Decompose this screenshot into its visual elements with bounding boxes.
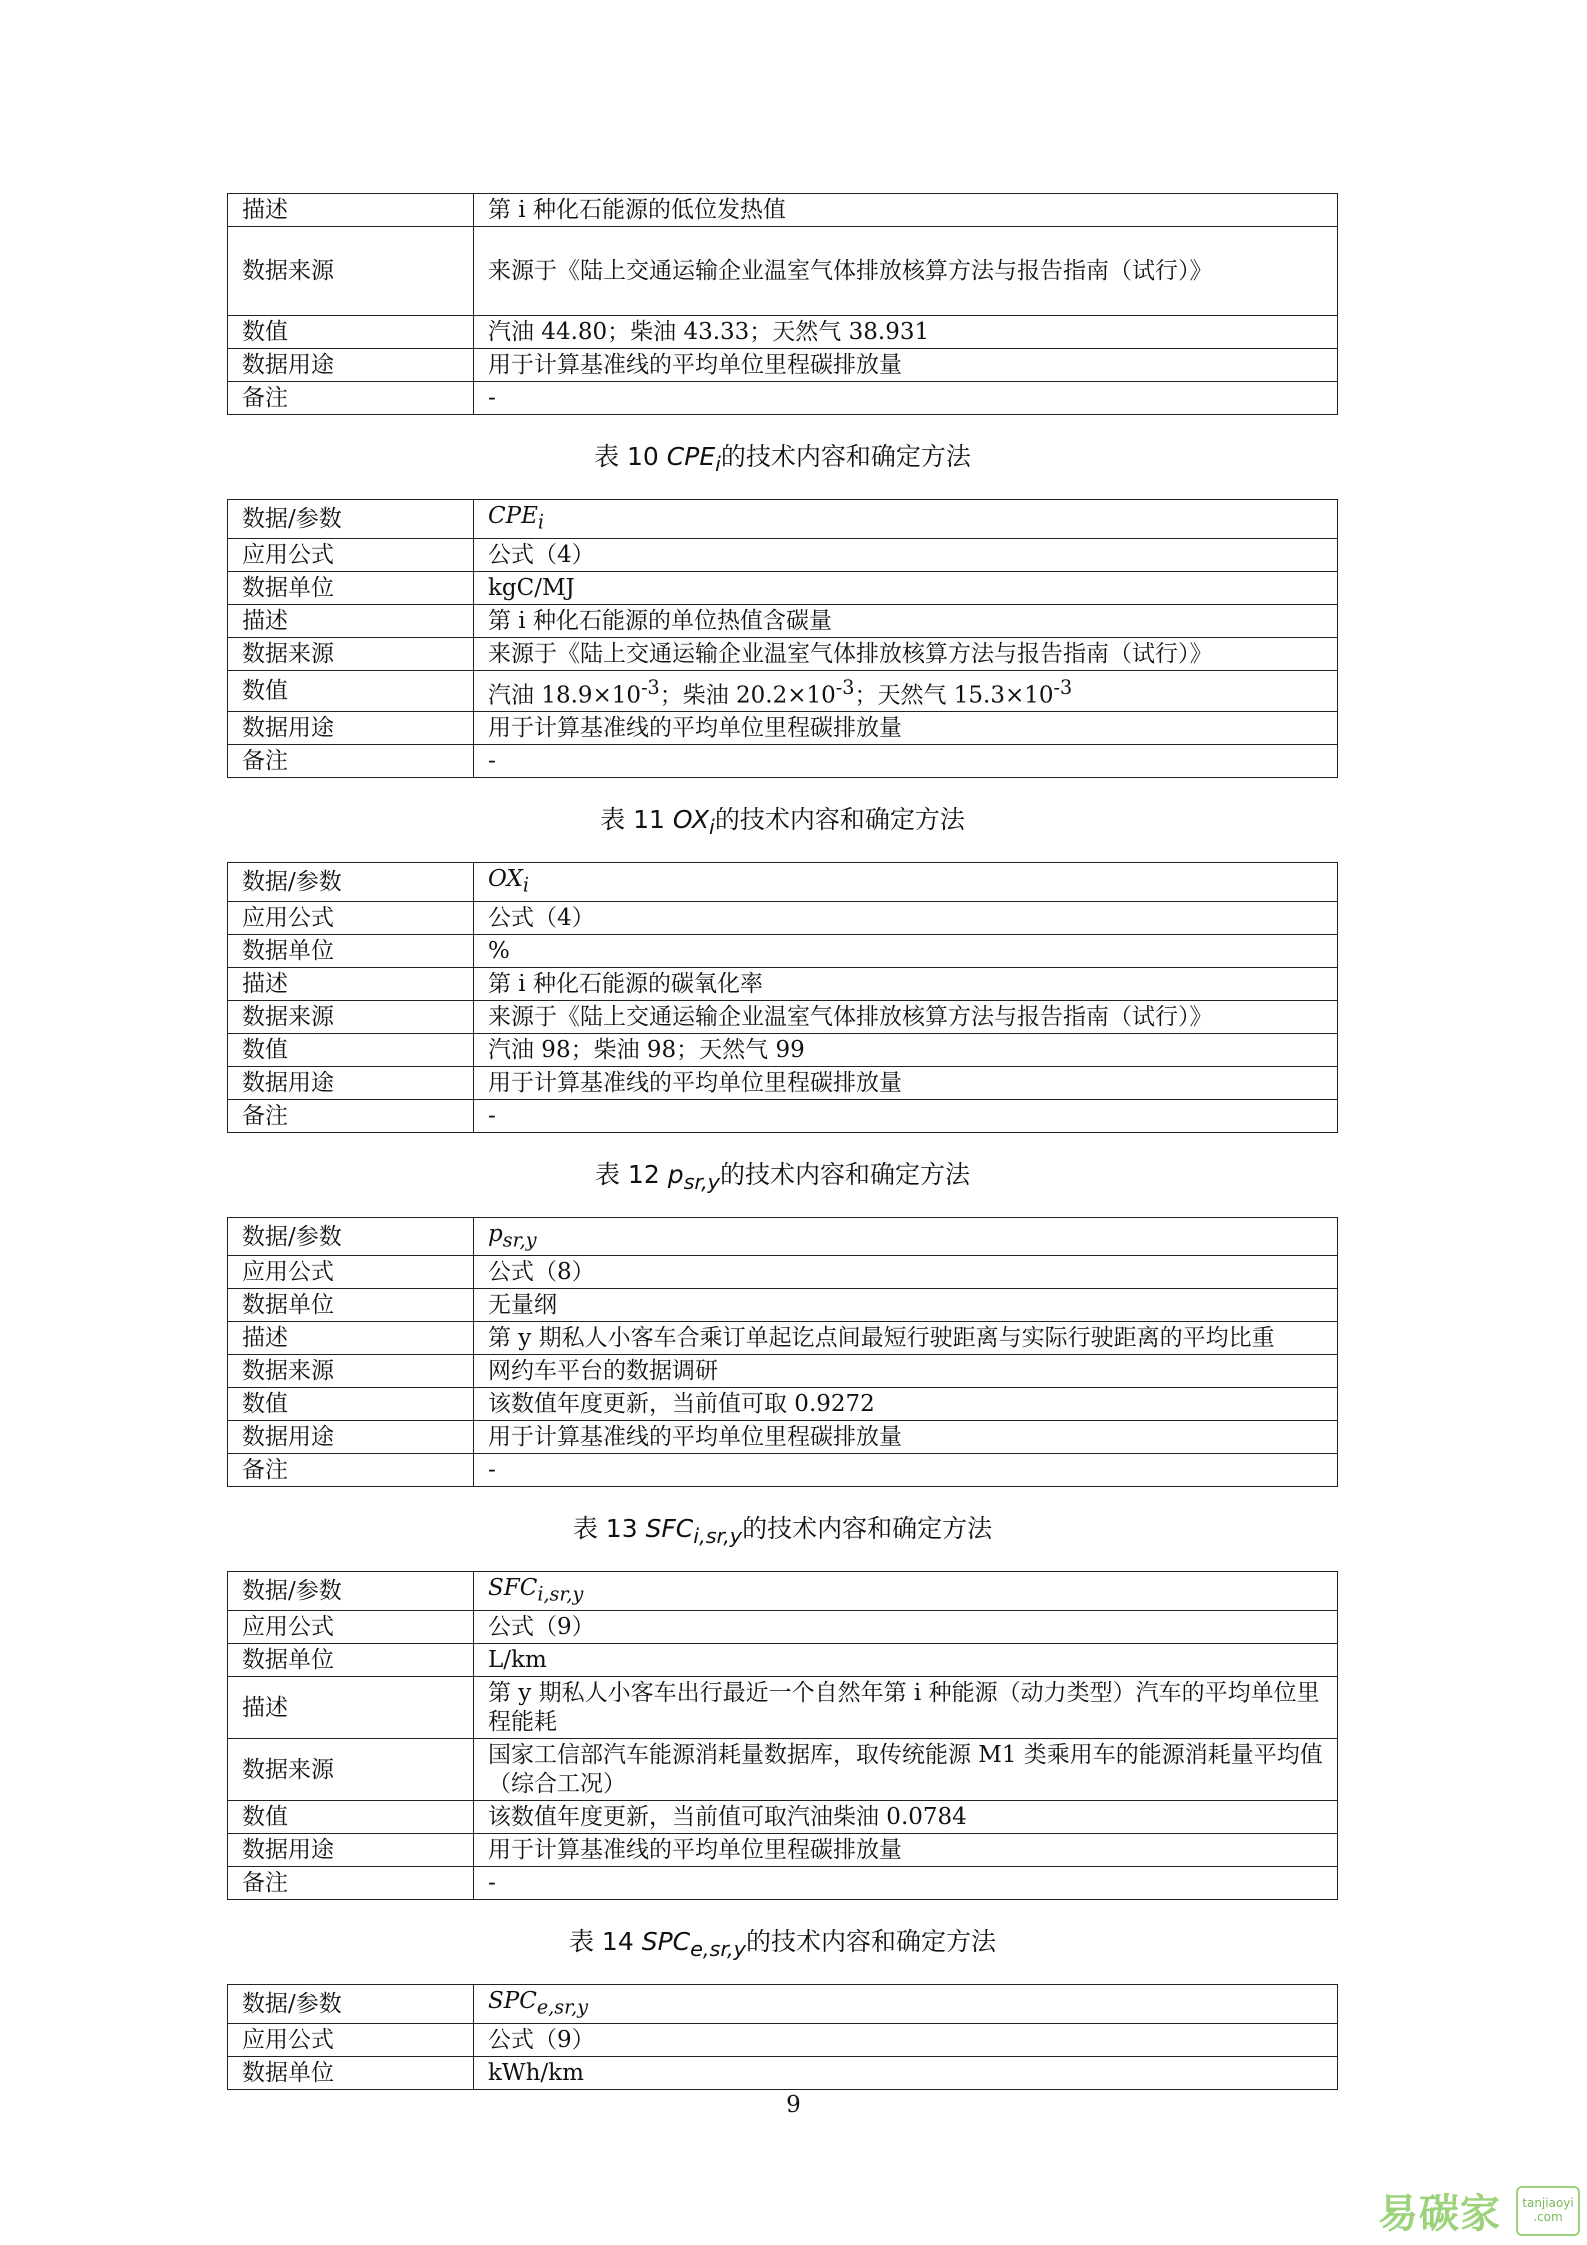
table-row xyxy=(228,2056,1338,2089)
table-row xyxy=(228,712,1338,745)
row-value: 汽油 $18.9\times 10^{-3}$；柴油 $20.2\times 10^{-3}$；天然气 $15.3\times 10^{-3}$ xyxy=(474,670,1338,712)
row-key: 描述 xyxy=(228,194,474,227)
row-key: 数据单位 xyxy=(228,1644,474,1677)
table-row xyxy=(228,1677,1338,1739)
row-key: 数据/参数 xyxy=(228,1572,474,1611)
table-row xyxy=(228,1388,1338,1421)
row-value: 公式（9） xyxy=(474,1611,1338,1644)
table-14 xyxy=(227,1984,1338,2090)
row-value: - xyxy=(474,1454,1338,1487)
row-value: 公式（8） xyxy=(474,1256,1338,1289)
table-row xyxy=(228,500,1338,539)
table-9-continued xyxy=(227,193,1338,415)
row-key: 描述 xyxy=(228,1677,474,1739)
table-12 xyxy=(227,1217,1338,1488)
row-value: 国家工信部汽车能源消耗量数据库，取传统能源 M1 类乘用车的能源消耗量平均值（综合工况） xyxy=(474,1739,1338,1801)
row-key: 数据用途 xyxy=(228,1421,474,1454)
row-key: 应用公式 xyxy=(228,1256,474,1289)
row-value: 用于计算基准线的平均单位里程碳排放量 xyxy=(474,1834,1338,1867)
table-11 xyxy=(227,862,1338,1133)
row-key: 数据来源 xyxy=(228,227,474,316)
table-row xyxy=(228,1421,1338,1454)
row-value: 用于计算基准线的平均单位里程碳排放量 xyxy=(474,349,1338,382)
table-row xyxy=(228,571,1338,604)
row-key: 应用公式 xyxy=(228,901,474,934)
table-row xyxy=(228,863,1338,902)
table-row xyxy=(228,1644,1338,1677)
table-row xyxy=(228,1985,1338,2024)
row-key: 备注 xyxy=(228,382,474,415)
table-row xyxy=(228,1834,1338,1867)
row-key: 备注 xyxy=(228,1454,474,1487)
table-row xyxy=(228,349,1338,382)
row-value: $OX_i$ xyxy=(474,863,1338,902)
row-key: 数据用途 xyxy=(228,712,474,745)
row-value: 公式（4） xyxy=(474,901,1338,934)
row-value: $CPE_i$ xyxy=(474,500,1338,539)
table-row xyxy=(228,604,1338,637)
row-value: $SFC_{i,sr,y}$ xyxy=(474,1572,1338,1611)
table-row xyxy=(228,1256,1338,1289)
row-value: % xyxy=(474,934,1338,967)
row-key: 数值 xyxy=(228,1388,474,1421)
row-key: 数据单位 xyxy=(228,2056,474,2089)
row-key: 数值 xyxy=(228,316,474,349)
table-row xyxy=(228,2023,1338,2056)
table-row xyxy=(228,1033,1338,1066)
row-value: 用于计算基准线的平均单位里程碳排放量 xyxy=(474,1421,1338,1454)
row-key: 备注 xyxy=(228,1099,474,1132)
table-row xyxy=(228,1066,1338,1099)
row-value: - xyxy=(474,745,1338,778)
row-value: 第 y 期私人小客车合乘订单起讫点间最短行驶距离与实际行驶距离的平均比重 xyxy=(474,1322,1338,1355)
row-value: 汽油 44.80；柴油 43.33；天然气 38.931 xyxy=(474,316,1338,349)
row-value: 来源于《陆上交通运输企业温室气体排放核算方法与报告指南（试行）》 xyxy=(474,1000,1338,1033)
table-10 xyxy=(227,499,1338,778)
table-row xyxy=(228,194,1338,227)
page-number: 9 xyxy=(786,2092,801,2118)
table-row xyxy=(228,745,1338,778)
watermark-logo xyxy=(1378,2178,1578,2238)
row-key: 数据/参数 xyxy=(228,1985,474,2024)
row-value: L/km xyxy=(474,1644,1338,1677)
table-row xyxy=(228,637,1338,670)
table-row xyxy=(228,1739,1338,1801)
table-12-caption: 表 12 $p_{sr,y}$的技术内容和确定方法 xyxy=(594,1159,971,1194)
row-value: 第 i 种化石能源的低位发热值 xyxy=(474,194,1338,227)
watermark-badge: tanjiaoyi .com xyxy=(1516,2186,1580,2236)
row-key: 数据用途 xyxy=(228,1066,474,1099)
row-key: 数据单位 xyxy=(228,571,474,604)
table-row xyxy=(228,1355,1338,1388)
row-key: 数据来源 xyxy=(228,1739,474,1801)
table-row xyxy=(228,1801,1338,1834)
row-value: 来源于《陆上交通运输企业温室气体排放核算方法与报告指南（试行）》 xyxy=(474,227,1338,316)
row-value: 用于计算基准线的平均单位里程碳排放量 xyxy=(474,1066,1338,1099)
table-row xyxy=(228,1454,1338,1487)
table-row xyxy=(228,1322,1338,1355)
table-row xyxy=(228,934,1338,967)
row-value: 第 i 种化石能源的单位热值含碳量 xyxy=(474,604,1338,637)
row-key: 数值 xyxy=(228,1033,474,1066)
row-value: - xyxy=(474,382,1338,415)
table-row xyxy=(228,1572,1338,1611)
watermark-text: 易碳家 xyxy=(1378,2191,1501,2237)
row-value: 该数值年度更新，当前值可取汽油柴油 0.0784 xyxy=(474,1801,1338,1834)
table-row xyxy=(228,382,1338,415)
table-10-caption: 表 10 $CPE_i$的技术内容和确定方法 xyxy=(594,442,971,476)
row-value: - xyxy=(474,1099,1338,1132)
row-value: 用于计算基准线的平均单位里程碳排放量 xyxy=(474,712,1338,745)
row-key: 数据/参数 xyxy=(228,500,474,539)
row-value: kgC/MJ xyxy=(474,571,1338,604)
table-row xyxy=(228,1289,1338,1322)
row-key: 备注 xyxy=(228,745,474,778)
row-key: 数据单位 xyxy=(228,1289,474,1322)
row-value: 第 y 期私人小客车出行最近一个自然年第 i 种能源（动力类型）汽车的平均单位里程能耗 xyxy=(474,1677,1338,1739)
row-key: 数据用途 xyxy=(228,1834,474,1867)
table-13 xyxy=(227,1571,1338,1900)
row-key: 数据/参数 xyxy=(228,1217,474,1256)
row-value: 公式（9） xyxy=(474,2023,1338,2056)
page-content xyxy=(227,193,1338,2090)
row-value: 网约车平台的数据调研 xyxy=(474,1355,1338,1388)
row-value: 汽油 98；柴油 98；天然气 99 xyxy=(474,1033,1338,1066)
row-key: 描述 xyxy=(228,967,474,1000)
row-key: 数值 xyxy=(228,1801,474,1834)
row-value: 第 i 种化石能源的碳氧化率 xyxy=(474,967,1338,1000)
row-value: 该数值年度更新，当前值可取 0.9272 xyxy=(474,1388,1338,1421)
table-row xyxy=(228,1099,1338,1132)
table-row xyxy=(228,901,1338,934)
table-row xyxy=(228,538,1338,571)
row-key: 应用公式 xyxy=(228,538,474,571)
row-key: 数据用途 xyxy=(228,349,474,382)
table-row xyxy=(228,1000,1338,1033)
row-value: - xyxy=(474,1867,1338,1900)
row-key: 描述 xyxy=(228,1322,474,1355)
table-row xyxy=(228,227,1338,316)
table-row xyxy=(228,1611,1338,1644)
table-row xyxy=(228,1217,1338,1256)
row-value: 来源于《陆上交通运输企业温室气体排放核算方法与报告指南（试行）》 xyxy=(474,637,1338,670)
table-14-caption: 表 14 $SPC_{e,sr,y}$的技术内容和确定方法 xyxy=(568,1927,997,1962)
row-key: 数据来源 xyxy=(228,1355,474,1388)
table-row xyxy=(228,967,1338,1000)
table-13-caption: 表 13 $SFC_{i,sr,y}$的技术内容和确定方法 xyxy=(572,1514,993,1549)
row-value: 无量纲 xyxy=(474,1289,1338,1322)
row-key: 应用公式 xyxy=(228,2023,474,2056)
row-key: 描述 xyxy=(228,604,474,637)
table-row xyxy=(228,316,1338,349)
table-row xyxy=(228,1867,1338,1900)
row-value: 公式（4） xyxy=(474,538,1338,571)
row-key: 数据/参数 xyxy=(228,863,474,902)
row-value: kWh/km xyxy=(474,2056,1338,2089)
row-key: 数值 xyxy=(228,670,474,712)
row-key: 数据单位 xyxy=(228,934,474,967)
row-value: $SPC_{e,sr,y}$ xyxy=(474,1985,1338,2024)
table-row xyxy=(228,670,1338,712)
row-key: 备注 xyxy=(228,1867,474,1900)
row-key: 数据来源 xyxy=(228,1000,474,1033)
table-11-caption: 表 11 $OX_i$的技术内容和确定方法 xyxy=(600,805,965,840)
row-key: 数据来源 xyxy=(228,637,474,670)
row-key: 应用公式 xyxy=(228,1611,474,1644)
row-value: $p_{sr,y}$ xyxy=(474,1217,1338,1256)
